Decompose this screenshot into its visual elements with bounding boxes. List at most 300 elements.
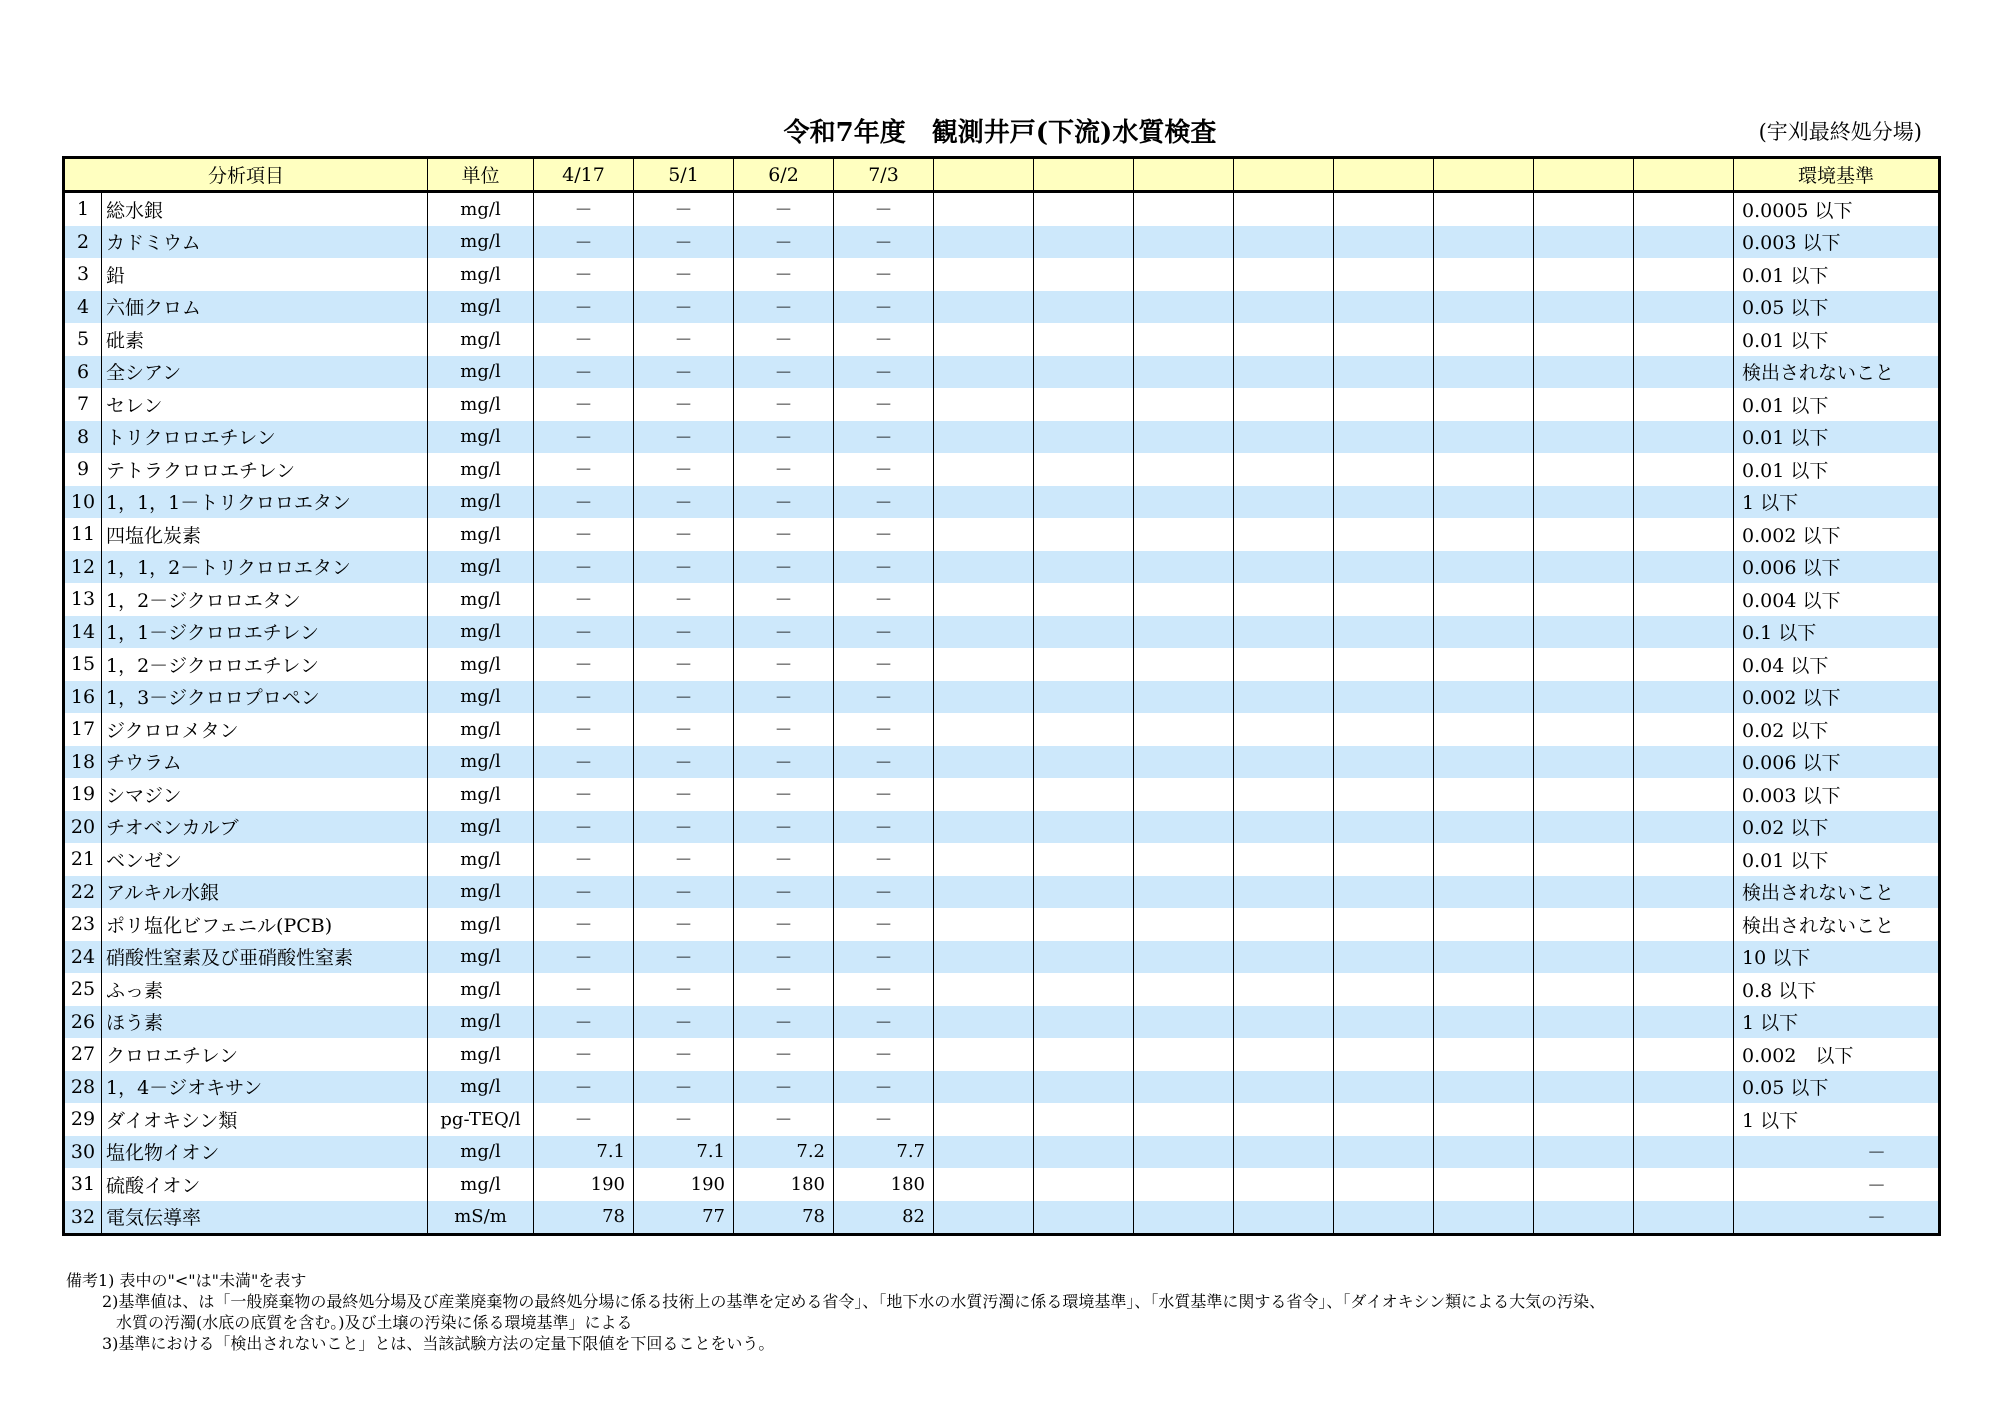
empty-value-cell	[1634, 1038, 1734, 1071]
empty-value-cell	[1434, 973, 1534, 1006]
empty-value-cell	[1234, 908, 1334, 941]
empty-value-cell	[1034, 551, 1134, 584]
analysis-item: テトラクロロエチレン	[102, 453, 428, 486]
unit-cell: mg/l	[428, 973, 534, 1006]
table-row	[64, 746, 1940, 779]
empty-value-cell	[1634, 486, 1734, 519]
analysis-item: チウラム	[102, 746, 428, 779]
value-cell: 78	[534, 1201, 634, 1235]
table-row	[64, 1006, 1940, 1039]
value-cell: －	[634, 908, 734, 941]
empty-value-cell	[1134, 908, 1234, 941]
empty-value-cell	[1634, 453, 1734, 486]
standard-cell: 1 以下	[1734, 1006, 1940, 1039]
empty-value-cell	[1634, 388, 1734, 421]
empty-value-cell	[1134, 388, 1234, 421]
row-number: 19	[64, 778, 102, 811]
analysis-item: 1，1－ジクロロエチレン	[102, 616, 428, 649]
empty-value-cell	[1434, 1103, 1534, 1136]
value-cell: －	[834, 583, 934, 616]
row-number: 31	[64, 1168, 102, 1201]
empty-value-cell	[934, 681, 1034, 714]
value-cell: －	[634, 356, 734, 389]
value-cell: －	[734, 518, 834, 551]
header-date: 5/1	[634, 158, 734, 192]
table-row	[64, 192, 1940, 226]
table-row	[64, 421, 1940, 454]
empty-value-cell	[934, 713, 1034, 746]
empty-value-cell	[1334, 1136, 1434, 1169]
table-row	[64, 1071, 1940, 1104]
row-number: 10	[64, 486, 102, 519]
header-date	[1134, 158, 1234, 192]
value-cell: －	[534, 583, 634, 616]
row-number: 9	[64, 453, 102, 486]
table-row	[64, 1103, 1940, 1136]
unit-cell: mg/l	[428, 551, 534, 584]
value-cell: －	[534, 486, 634, 519]
empty-value-cell	[1434, 226, 1534, 259]
unit-cell: mg/l	[428, 941, 534, 974]
unit-cell: mg/l	[428, 388, 534, 421]
empty-value-cell	[1034, 192, 1134, 226]
empty-value-cell	[1134, 1103, 1234, 1136]
value-cell: －	[834, 843, 934, 876]
empty-value-cell	[1234, 551, 1334, 584]
table-row	[64, 486, 1940, 519]
empty-value-cell	[1134, 778, 1234, 811]
value-cell: －	[534, 648, 634, 681]
empty-value-cell	[1234, 583, 1334, 616]
value-cell: －	[534, 258, 634, 291]
empty-value-cell	[1634, 226, 1734, 259]
empty-value-cell	[934, 941, 1034, 974]
empty-value-cell	[934, 1071, 1034, 1104]
row-number: 23	[64, 908, 102, 941]
value-cell: －	[734, 551, 834, 584]
value-cell: －	[834, 291, 934, 324]
empty-value-cell	[1234, 681, 1334, 714]
empty-value-cell	[1034, 1168, 1134, 1201]
empty-value-cell	[1334, 843, 1434, 876]
empty-value-cell	[1434, 778, 1534, 811]
empty-value-cell	[1534, 192, 1634, 226]
empty-value-cell	[1034, 843, 1134, 876]
value-cell: －	[734, 973, 834, 1006]
header-date	[1434, 158, 1534, 192]
empty-value-cell	[1134, 226, 1234, 259]
header-date	[1334, 158, 1434, 192]
empty-value-cell	[1134, 616, 1234, 649]
empty-value-cell	[1634, 258, 1734, 291]
standard-cell: 0.01 以下	[1734, 323, 1940, 356]
row-number: 15	[64, 648, 102, 681]
value-cell: －	[834, 192, 934, 226]
value-cell: －	[634, 811, 734, 844]
value-cell: －	[834, 486, 934, 519]
empty-value-cell	[1634, 973, 1734, 1006]
empty-value-cell	[1334, 1168, 1434, 1201]
value-cell: －	[634, 583, 734, 616]
table-row	[64, 291, 1940, 324]
table-row	[64, 778, 1940, 811]
value-cell: －	[834, 323, 934, 356]
empty-value-cell	[1634, 583, 1734, 616]
value-cell: －	[834, 713, 934, 746]
empty-value-cell	[1434, 648, 1534, 681]
empty-value-cell	[1334, 876, 1434, 909]
standard-cell: 0.002 以下	[1734, 518, 1940, 551]
empty-value-cell	[1534, 1201, 1634, 1235]
header-date	[1534, 158, 1634, 192]
empty-value-cell	[1134, 681, 1234, 714]
standard-cell: 0.002 以下	[1734, 1038, 1940, 1071]
analysis-item: 鉛	[102, 258, 428, 291]
empty-value-cell	[934, 1006, 1034, 1039]
note-2-cont: 水質の汚濁(水底の底質を含む。)及び土壌の汚染に係る環境基準」による	[116, 1313, 633, 1332]
value-cell: －	[534, 1103, 634, 1136]
empty-value-cell	[1234, 746, 1334, 779]
unit-cell: mg/l	[428, 518, 534, 551]
table-row	[64, 583, 1940, 616]
empty-value-cell	[1234, 258, 1334, 291]
empty-value-cell	[1034, 583, 1134, 616]
empty-value-cell	[1334, 388, 1434, 421]
empty-value-cell	[1034, 908, 1134, 941]
value-cell: －	[534, 746, 634, 779]
unit-cell: mg/l	[428, 421, 534, 454]
empty-value-cell	[1234, 811, 1334, 844]
empty-value-cell	[1134, 713, 1234, 746]
empty-value-cell	[1634, 1168, 1734, 1201]
row-number: 17	[64, 713, 102, 746]
row-number: 12	[64, 551, 102, 584]
analysis-item: ポリ塩化ビフェニル(PCB)	[102, 908, 428, 941]
empty-value-cell	[1234, 323, 1334, 356]
value-cell: －	[834, 778, 934, 811]
value-cell: －	[634, 1103, 734, 1136]
row-number: 13	[64, 583, 102, 616]
row-number: 16	[64, 681, 102, 714]
standard-cell: 0.0005 以下	[1734, 192, 1940, 226]
empty-value-cell	[1634, 1103, 1734, 1136]
empty-value-cell	[1634, 713, 1734, 746]
empty-value-cell	[1334, 226, 1434, 259]
value-cell: －	[734, 1006, 834, 1039]
empty-value-cell	[1634, 681, 1734, 714]
empty-value-cell	[934, 843, 1034, 876]
table-row	[64, 681, 1940, 714]
value-cell: －	[634, 518, 734, 551]
standard-cell: 0.006 以下	[1734, 746, 1940, 779]
empty-value-cell	[1234, 1103, 1334, 1136]
value-cell: －	[634, 192, 734, 226]
empty-value-cell	[934, 1201, 1034, 1235]
empty-value-cell	[934, 583, 1034, 616]
row-number: 1	[64, 192, 102, 226]
value-cell: －	[734, 1071, 834, 1104]
table-row	[64, 1038, 1940, 1071]
standard-cell: 0.01 以下	[1734, 388, 1940, 421]
table-row	[64, 973, 1940, 1006]
unit-cell: mg/l	[428, 713, 534, 746]
header-row	[64, 158, 1940, 192]
value-cell: －	[634, 648, 734, 681]
empty-value-cell	[1634, 421, 1734, 454]
analysis-item: セレン	[102, 388, 428, 421]
empty-value-cell	[1334, 713, 1434, 746]
table-row	[64, 518, 1940, 551]
row-number: 3	[64, 258, 102, 291]
empty-value-cell	[1134, 1006, 1234, 1039]
empty-value-cell	[1334, 356, 1434, 389]
value-cell: －	[634, 681, 734, 714]
value-cell: －	[734, 811, 834, 844]
empty-value-cell	[1134, 518, 1234, 551]
row-number: 21	[64, 843, 102, 876]
empty-value-cell	[1634, 1071, 1734, 1104]
empty-value-cell	[1534, 746, 1634, 779]
row-number: 32	[64, 1201, 102, 1235]
value-cell: －	[834, 226, 934, 259]
empty-value-cell	[1134, 811, 1234, 844]
value-cell: －	[634, 323, 734, 356]
header-date	[1034, 158, 1134, 192]
table-row	[64, 843, 1940, 876]
value-cell: －	[834, 551, 934, 584]
empty-value-cell	[1334, 778, 1434, 811]
value-cell: －	[734, 421, 834, 454]
empty-value-cell	[1134, 843, 1234, 876]
empty-value-cell	[1334, 1103, 1434, 1136]
empty-value-cell	[1334, 453, 1434, 486]
empty-value-cell	[1234, 1038, 1334, 1071]
empty-value-cell	[1534, 518, 1634, 551]
standard-cell: 0.02 以下	[1734, 811, 1940, 844]
standard-cell: －	[1734, 1168, 1940, 1201]
value-cell: 190	[534, 1168, 634, 1201]
empty-value-cell	[1134, 876, 1234, 909]
empty-value-cell	[1434, 843, 1534, 876]
unit-cell: mg/l	[428, 648, 534, 681]
row-number: 4	[64, 291, 102, 324]
empty-value-cell	[1234, 843, 1334, 876]
empty-value-cell	[1534, 486, 1634, 519]
value-cell: －	[834, 1071, 934, 1104]
empty-value-cell	[934, 1136, 1034, 1169]
empty-value-cell	[1634, 811, 1734, 844]
unit-cell: mg/l	[428, 616, 534, 649]
empty-value-cell	[1034, 453, 1134, 486]
table-row	[64, 453, 1940, 486]
value-cell: 82	[834, 1201, 934, 1235]
analysis-item: カドミウム	[102, 226, 428, 259]
page-title: 令和7年度 観測井戸(下流)水質検査	[783, 118, 1217, 148]
standard-cell: 0.002 以下	[1734, 681, 1940, 714]
standard-cell: －	[1734, 1136, 1940, 1169]
row-number: 27	[64, 1038, 102, 1071]
empty-value-cell	[934, 453, 1034, 486]
empty-value-cell	[934, 258, 1034, 291]
empty-value-cell	[1434, 583, 1534, 616]
empty-value-cell	[1434, 1168, 1534, 1201]
value-cell: 180	[734, 1168, 834, 1201]
value-cell: －	[534, 291, 634, 324]
empty-value-cell	[1434, 941, 1534, 974]
empty-value-cell	[1034, 1136, 1134, 1169]
empty-value-cell	[1234, 1071, 1334, 1104]
value-cell: －	[734, 746, 834, 779]
row-number: 2	[64, 226, 102, 259]
analysis-item: 総水銀	[102, 192, 428, 226]
unit-cell: mg/l	[428, 1136, 534, 1169]
unit-cell: mg/l	[428, 908, 534, 941]
value-cell: 190	[634, 1168, 734, 1201]
empty-value-cell	[1534, 616, 1634, 649]
value-cell: －	[734, 778, 834, 811]
empty-value-cell	[1534, 291, 1634, 324]
unit-cell: mg/l	[428, 192, 534, 226]
note-3: 3)基準における「検出されないこと」とは、当該試験方法の定量下限値を下回ることをいう。	[102, 1334, 775, 1353]
note-2: 2)基準値は、は「一般廃棄物の最終処分場及び産業廃棄物の最終処分場に係る技術上の基準を定める省令」、「地下水の水質汚濁に係る環境基準」、「水質基準に関する省令」、「ダイオキシン類による大気の汚染、	[102, 1292, 1606, 1311]
empty-value-cell	[1434, 1136, 1534, 1169]
note-1: 備考1) 表中の"<"は"未満"を表す	[66, 1271, 307, 1290]
empty-value-cell	[934, 192, 1034, 226]
empty-value-cell	[1234, 1006, 1334, 1039]
analysis-item: 1，3－ジクロロプロペン	[102, 681, 428, 714]
empty-value-cell	[1534, 1071, 1634, 1104]
empty-value-cell	[1534, 226, 1634, 259]
value-cell: －	[534, 941, 634, 974]
value-cell: －	[834, 973, 934, 1006]
empty-value-cell	[1534, 843, 1634, 876]
value-cell: －	[734, 356, 834, 389]
empty-value-cell	[1334, 1038, 1434, 1071]
value-cell: 7.1	[534, 1136, 634, 1169]
empty-value-cell	[1234, 648, 1334, 681]
value-cell: －	[834, 453, 934, 486]
unit-cell: mg/l	[428, 291, 534, 324]
unit-cell: mg/l	[428, 323, 534, 356]
empty-value-cell	[1634, 518, 1734, 551]
analysis-item: 塩化物イオン	[102, 1136, 428, 1169]
value-cell: －	[634, 1038, 734, 1071]
value-cell: －	[534, 388, 634, 421]
empty-value-cell	[1334, 973, 1434, 1006]
value-cell: －	[834, 616, 934, 649]
value-cell: 77	[634, 1201, 734, 1235]
value-cell: －	[534, 1006, 634, 1039]
table-row	[64, 713, 1940, 746]
table-row	[64, 1168, 1940, 1201]
analysis-item: ダイオキシン類	[102, 1103, 428, 1136]
unit-cell: mg/l	[428, 778, 534, 811]
value-cell: －	[634, 291, 734, 324]
value-cell: －	[634, 713, 734, 746]
empty-value-cell	[1034, 1201, 1134, 1235]
empty-value-cell	[1534, 778, 1634, 811]
unit-cell: mg/l	[428, 876, 534, 909]
empty-value-cell	[1334, 908, 1434, 941]
empty-value-cell	[1034, 941, 1134, 974]
value-cell: －	[534, 518, 634, 551]
empty-value-cell	[1634, 843, 1734, 876]
value-cell: －	[534, 778, 634, 811]
table-body	[64, 192, 1940, 1235]
empty-value-cell	[1534, 973, 1634, 1006]
empty-value-cell	[934, 746, 1034, 779]
analysis-item: 全シアン	[102, 356, 428, 389]
value-cell: －	[634, 843, 734, 876]
empty-value-cell	[1434, 1038, 1534, 1071]
empty-value-cell	[1334, 681, 1434, 714]
header-date	[934, 158, 1034, 192]
value-cell: 7.2	[734, 1136, 834, 1169]
empty-value-cell	[1134, 648, 1234, 681]
value-cell: －	[634, 746, 734, 779]
value-cell: －	[734, 648, 834, 681]
unit-cell: mS/m	[428, 1201, 534, 1235]
value-cell: －	[634, 876, 734, 909]
empty-value-cell	[1034, 226, 1134, 259]
empty-value-cell	[1534, 941, 1634, 974]
value-cell: －	[734, 1103, 834, 1136]
empty-value-cell	[1034, 421, 1134, 454]
header-unit: 単位	[428, 158, 534, 192]
empty-value-cell	[1034, 1103, 1134, 1136]
value-cell: －	[834, 746, 934, 779]
facility-name: (宇刈最終処分場)	[1758, 120, 1922, 144]
unit-cell: mg/l	[428, 1071, 534, 1104]
analysis-item: 1，1，1－トリクロロエタン	[102, 486, 428, 519]
table-row	[64, 811, 1940, 844]
empty-value-cell	[1034, 876, 1134, 909]
empty-value-cell	[1634, 876, 1734, 909]
value-cell: －	[734, 1038, 834, 1071]
empty-value-cell	[1034, 746, 1134, 779]
empty-value-cell	[1534, 681, 1634, 714]
empty-value-cell	[1434, 551, 1534, 584]
analysis-item: 硫酸イオン	[102, 1168, 428, 1201]
empty-value-cell	[934, 1168, 1034, 1201]
empty-value-cell	[1134, 551, 1234, 584]
empty-value-cell	[934, 323, 1034, 356]
empty-value-cell	[1034, 1038, 1134, 1071]
value-cell: －	[534, 192, 634, 226]
row-number: 18	[64, 746, 102, 779]
empty-value-cell	[1234, 973, 1334, 1006]
standard-cell: 検出されないこと	[1734, 908, 1940, 941]
empty-value-cell	[1434, 323, 1534, 356]
empty-value-cell	[1334, 323, 1434, 356]
value-cell: －	[634, 616, 734, 649]
value-cell: －	[634, 778, 734, 811]
empty-value-cell	[1034, 323, 1134, 356]
standard-cell: 0.05 以下	[1734, 291, 1940, 324]
empty-value-cell	[1434, 421, 1534, 454]
analysis-item: チオベンカルブ	[102, 811, 428, 844]
empty-value-cell	[1334, 291, 1434, 324]
value-cell: －	[834, 648, 934, 681]
table-row	[64, 876, 1940, 909]
empty-value-cell	[1634, 1201, 1734, 1235]
unit-cell: mg/l	[428, 843, 534, 876]
empty-value-cell	[1534, 811, 1634, 844]
table-row	[64, 908, 1940, 941]
empty-value-cell	[1434, 1071, 1534, 1104]
empty-value-cell	[1634, 746, 1734, 779]
empty-value-cell	[1134, 941, 1234, 974]
